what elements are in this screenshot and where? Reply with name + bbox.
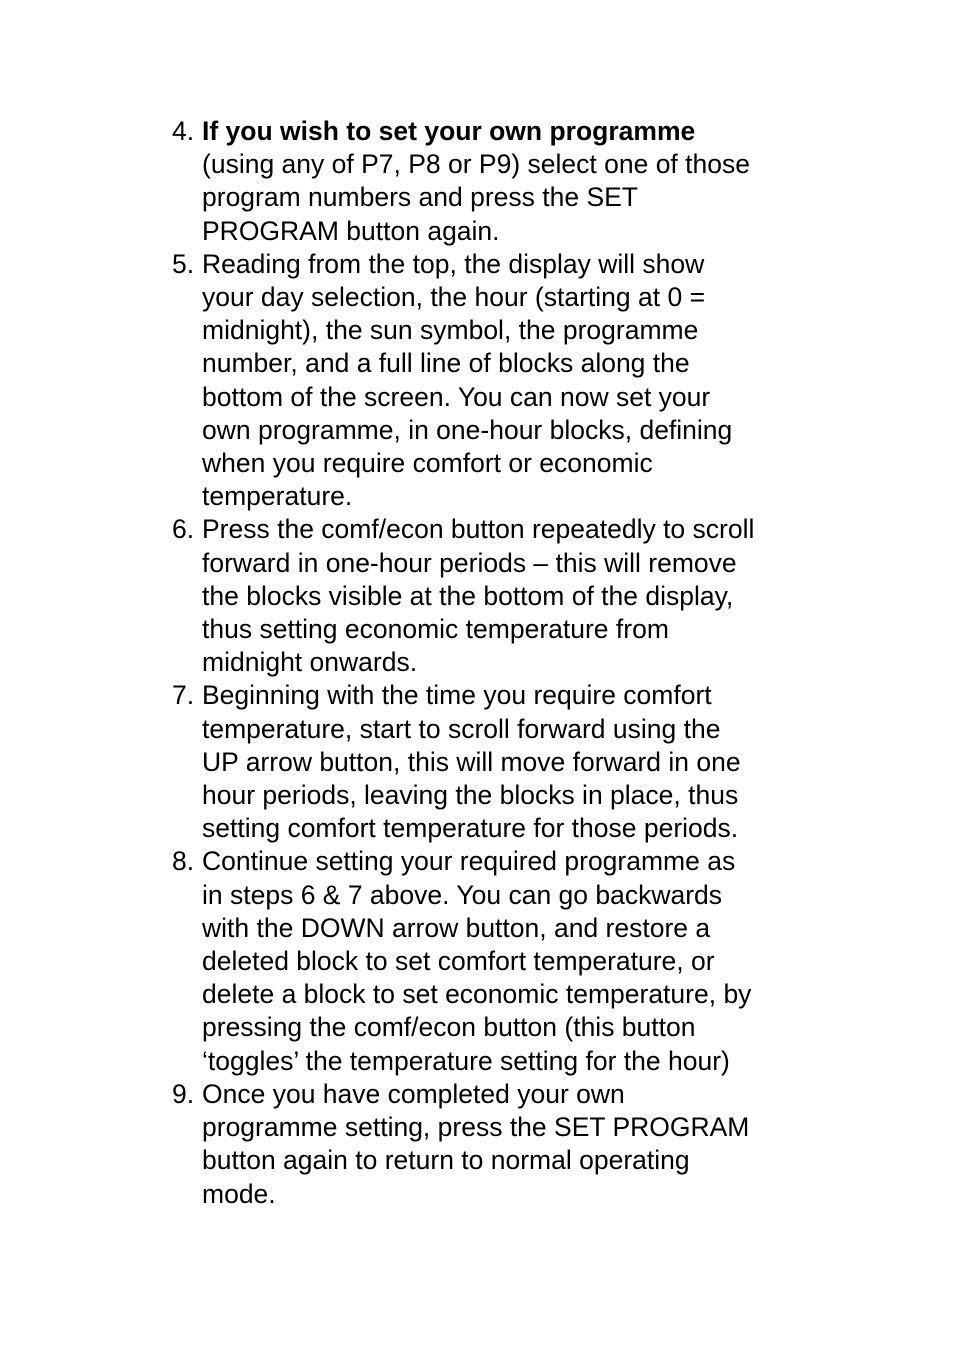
step-bold-lead: If you wish to set your own programme xyxy=(202,116,696,146)
step-number: 5. xyxy=(172,248,195,279)
step-text: Press the comf/econ button repeatedly to scroll forward in one-hour periods – this will remove the blocks visible at the bottom of the display, thus setting economic temperature from midnight onwards. xyxy=(202,514,755,678)
step-text: Reading from the top, the display will show your day selection, the hour (starting at 0 = midnight), the sun symbol, the programme number, and a full line of blocks along the bottom of the screen. You can now set your own programme, in one-hour blocks, defining when you require comfort or economic temperature. xyxy=(202,248,733,512)
step-number: 8. xyxy=(172,846,195,877)
list-item-step-8 xyxy=(172,845,812,1077)
list-item-step-9 xyxy=(172,1078,812,1211)
step-text: Continue setting your required programme as in steps 6 & 7 above. You can go backwards with the DOWN arrow button, and restore a deleted block to set comfort temperature, or delete a block to set economic temperature, by pressing the comf/econ button (this button ‘toggles’ the temperature setting for the hour) xyxy=(202,846,752,1076)
step-text: Beginning with the time you require comfort temperature, start to scroll forward using the UP arrow button, this will move forward in one hour periods, leaving the blocks in place, thus setting comfort temperature for those periods. xyxy=(202,680,741,844)
instruction-list xyxy=(172,115,812,1211)
step-number: 7. xyxy=(172,680,195,711)
step-number: 9. xyxy=(172,1078,195,1109)
step-number: 6. xyxy=(172,514,195,545)
step-number: 4. xyxy=(172,116,195,146)
step-text xyxy=(202,115,812,248)
list-item-step-7 xyxy=(172,679,812,845)
list-item-step-4 xyxy=(172,115,812,248)
list-item-step-5 xyxy=(172,248,812,514)
list-item-step-6 xyxy=(172,513,812,679)
step-body: (using any of P7, P8 or P9) select one of those program numbers and press the SET PROGRAM button again. xyxy=(202,149,750,246)
step-text: Once you have completed your own programme setting, press the SET PROGRAM button again to return to normal operating mode. xyxy=(202,1078,750,1209)
